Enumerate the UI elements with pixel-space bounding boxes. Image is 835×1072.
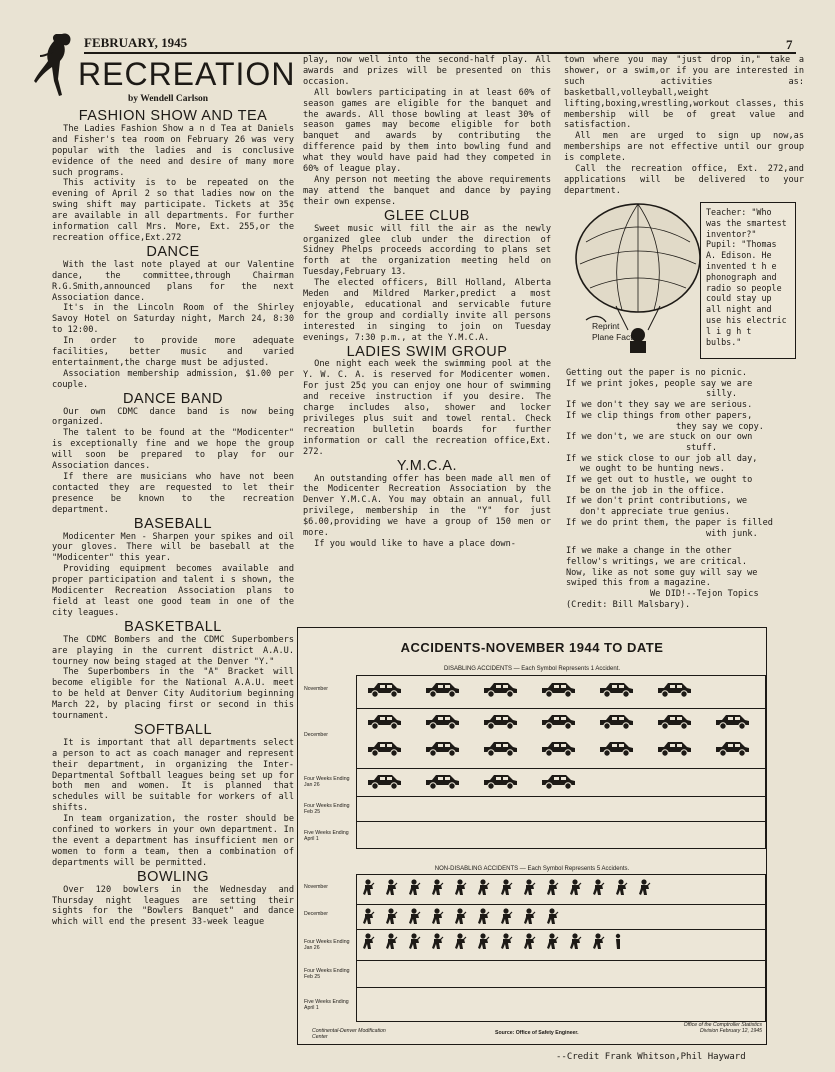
car-icon — [654, 739, 694, 757]
poem-line: don't appreciate true genius. — [580, 507, 731, 518]
car-icon — [364, 739, 404, 757]
paragraph: Our own CDMC dance band is now being organized. — [52, 406, 294, 428]
heading-basketball: BASKETBALL — [124, 618, 222, 635]
paragraph: Call the recreation office, Ext. 272,and applications will be delivered to your department. — [564, 164, 804, 196]
poem-line: If we don't, we are stuck on our own — [566, 432, 753, 443]
car-icon — [480, 772, 520, 790]
injured-person-icon — [477, 933, 490, 950]
car-icon — [364, 680, 404, 698]
car-icon — [538, 712, 578, 730]
injured-person-icon — [408, 879, 421, 896]
paragraph: Association membership admission, $1.00 per couple. — [52, 368, 294, 390]
poem-line: (Credit: Bill Malsbary). — [566, 599, 691, 610]
paragraph: Modicenter Men - Sharpen your spikes and oil your gloves. There will be baseball at the "Modicenter" this year. — [52, 531, 294, 564]
injured-person-icon — [523, 933, 536, 950]
injured-person-icon — [454, 908, 467, 925]
poem-line: If we stick close to our job all day, — [566, 453, 758, 464]
column-2 — [303, 55, 551, 550]
injured-person-icon — [592, 879, 605, 896]
row-divider — [357, 796, 765, 797]
poem-line: If we do print them, the paper is filled — [566, 517, 773, 528]
paragraph: All men are urged to sign up now,as memberships are not effective until our group is complete. — [564, 131, 804, 164]
heading-baseball: BASEBALL — [133, 515, 213, 532]
heading-ladies-swim-group: LADIES SWIM GROUP — [346, 343, 508, 360]
heading-glee-club: GLEE CLUB — [384, 207, 470, 224]
car-icon — [538, 772, 578, 790]
heading-dance-band: DANCE BAND — [122, 390, 224, 407]
injured-person-icon — [523, 879, 536, 896]
paragraph: The talent to be found at the "Modicenter" is exceptionally fine and we hope the group will soon be prepared to play for our Association dances. — [52, 428, 294, 472]
row-divider — [357, 929, 765, 930]
injured-person-icon — [385, 879, 398, 896]
reprint-line: Reprint — [592, 321, 620, 331]
poem-line: Getting out the paper is no picnic. — [566, 368, 748, 378]
poem-line: with junk. — [706, 528, 758, 539]
injured-person-icon — [546, 908, 559, 925]
car-icon — [422, 680, 462, 698]
page-number: 7 — [786, 37, 793, 52]
injured-person-icon — [454, 933, 467, 950]
reprint-line: Plane Facts — [592, 332, 637, 342]
row-label: November — [304, 883, 328, 890]
column-3 — [564, 55, 804, 197]
joke-text: Teacher: "Who was the smartest inventor?" Pupil: "Thomas A. Edison. He invented t h e phonograph and radio so people could stay up all night and use his electric l i g h t bulbs." — [706, 207, 787, 347]
row-label: December — [304, 910, 328, 917]
heading-softball: SOFTBALL — [133, 721, 213, 738]
header-rule — [84, 52, 796, 54]
car-icon — [712, 712, 752, 730]
credit-line: --Credit Frank Whitson,Phil Hayward — [556, 1052, 746, 1062]
injured-person-icon — [569, 879, 582, 896]
paragraph: town where you may "just drop in," take a shower, or a swim,or if you are interested in such activities as: basketball,volleyball,weight lifting,boxing,wrestling,workout classes, this membership will be of great value and satisfaction. — [564, 55, 804, 131]
poem-line: We DID!--Tejon Topics — [650, 589, 759, 600]
chart-title: ACCIDENTS-NOVEMBER 1944 TO DATE — [400, 640, 664, 655]
car-icon — [538, 680, 578, 698]
poem-line: If we clip things from other papers, — [566, 410, 753, 421]
injured-person-icon — [385, 908, 398, 925]
injured-person-icon — [500, 933, 513, 950]
poem-line: silly. — [706, 389, 738, 400]
car-icon — [422, 772, 462, 790]
injured-person-icon — [408, 933, 421, 950]
car-icon — [364, 712, 404, 730]
car-icon — [654, 680, 694, 698]
injured-person-icon — [362, 879, 375, 896]
poem-line: Now, like as not some guy will say we — [566, 567, 758, 578]
poem-line: fellow's writings, we are critical. — [566, 556, 748, 567]
paragraph: The CDMC Bombers and the CDMC Superbombers are playing in the current district A.A.U. tourney now being staged at the Denver "Y." — [52, 634, 294, 667]
injured-person-icon — [385, 933, 398, 950]
injured-person-icon — [546, 933, 559, 950]
chart-subtitle-disabling: DISABLING ACCIDENTS — Each Symbol Represents 1 Accident. — [443, 666, 621, 672]
injured-person-icon — [477, 879, 490, 896]
car-icon — [480, 712, 520, 730]
row-label: Four Weeks Ending Jan 26 — [304, 938, 350, 951]
paragraph: An outstanding offer has been made all men of the Modicenter Recreation Association by the Denver Y.M.C.A. You may obtain an annual, full privilege, membership in the "Y" for just $6.00,providing we have a group of 150 men or more. — [303, 473, 551, 539]
poem-line: stuff. — [686, 442, 718, 453]
reprint-label — [592, 321, 637, 343]
injured-person-icon — [454, 879, 467, 896]
car-icon — [422, 712, 462, 730]
injured-person-icon — [362, 908, 375, 925]
pinup-figure-icon — [32, 28, 82, 100]
footer-left: Continental-Denver Modification Center — [312, 1028, 386, 1040]
row-label: November — [304, 686, 328, 692]
injured-person-icon — [615, 879, 628, 896]
paragraph: If you would like to have a place down- — [314, 538, 516, 549]
poem-line: If we get out to hustle, we ought to — [566, 475, 753, 486]
injured-person-icon — [362, 933, 375, 950]
car-icon — [480, 680, 520, 698]
injured-person-icon — [500, 879, 513, 896]
paragraph: If there are musicians who have not been contacted they are requested to let their presence be known to the recreation department. — [52, 472, 294, 515]
row-divider — [357, 708, 765, 709]
column-1 — [52, 108, 294, 928]
car-icon — [422, 739, 462, 757]
poem-line: If we don't print contributions, we — [566, 496, 748, 507]
paragraph: Sweet music will fill the air as the newly organized glee club under the direction of Sidney Phelps proceeds according to plans set forth at the organization meeting held on Tuesday,February 13. — [303, 223, 551, 278]
row-label: Four Weeks Ending Feb 25 — [304, 802, 350, 815]
row-divider — [357, 821, 765, 822]
car-icon — [596, 712, 636, 730]
car-icon — [538, 739, 578, 757]
heading-dance: DANCE — [146, 243, 200, 260]
injured-person-icon — [523, 908, 536, 925]
paragraph: This activity is to be repeated on the evening of April 2 so that ladies now on the swing shift may participate. Tickets at 35¢ are available in all departments. For further information call Mrs. More, Ext. 255,or the recreation office,Ext.272 — [52, 178, 294, 243]
joke-box — [700, 202, 796, 359]
paragraph: In team organization, the roster should be confined to workers in your own department. In the event a department has insufficient men or women to form a team, then a combination of departments will be permitted. — [52, 814, 294, 868]
paragraph: The Ladies Fashion Show a n d Tea at Daniels and Fisher's tea room on February 26 was very popular with the ladies and is conclusive evidence of the need and desire of many more such programs. — [52, 123, 294, 178]
footer-right: Office of the Comptroller Statistics Division February 12, 1945 — [683, 1022, 762, 1034]
paragraph: play, now well into the second-half play. All awards and prizes will be presented on this occasion. — [303, 55, 551, 87]
paragraph: One night each week the swimming pool at the Y. W. C. A. is reserved for Modicenter women. For just 25¢ you can enjoy one hour of swimming and receive instruction if you desire. The charge includes also, shower and locker privileges plus suit and towel rental. Check recreation bulletin boards for further information or call the recreation office,Ext. 272. — [303, 359, 551, 457]
issue-date: FEBRUARY, 1945 — [84, 35, 188, 50]
paragraph: The Superbombers in the "A" Bracket will become eligible for the National A.A.U. meet to be held at Denver City Auditorium beginning March 22, by placing first or second in this tournament. — [52, 667, 294, 722]
paragraph: The elected officers, Bill Holland, Alberta Meden and Mildred Marker,predict a most enjoyable, educational and servicable future for the group and cordially invite all persons interested in singing to join on Tuesday evenings, 7:30 p.m., at the Y.M.C.A. — [303, 278, 551, 343]
injured-person-icon — [431, 908, 444, 925]
poem-line: If we make a change in the other — [566, 546, 732, 557]
row-divider — [357, 768, 765, 769]
car-icon — [596, 680, 636, 698]
poem-line: they say we copy. — [676, 421, 764, 432]
paragraph: It's in the Lincoln Room of the Shirley Savoy Hotel on Saturday night, March 24, 8:30 to 12:00. — [52, 303, 294, 336]
injured-person-icon — [431, 879, 444, 896]
injured-person-icon — [546, 879, 559, 896]
byline: by Wendell Carlson — [128, 94, 209, 104]
row-label: Five Weeks Ending April 1 — [304, 999, 349, 1011]
poem-line: If we print jokes, people say we are — [566, 378, 753, 389]
injured-person-icon — [431, 933, 444, 950]
footer-source: Source: Office of Safety Engineer. — [495, 1030, 579, 1036]
half-person-icon — [615, 933, 628, 950]
row-label: Five Weeks Ending April 1 — [304, 829, 349, 842]
row-divider — [357, 987, 765, 988]
injured-person-icon — [592, 933, 605, 950]
disabling-grid — [356, 675, 766, 849]
car-icon — [596, 739, 636, 757]
car-icon — [654, 712, 694, 730]
row-label: Four Weeks Ending Feb 25 — [304, 967, 350, 980]
poem-line: If we don't they say we are serious. — [566, 400, 753, 411]
row-divider — [357, 904, 765, 905]
car-icon — [712, 739, 752, 757]
paragraph: In order to provide more adequate facilities, better music and varied entertainment,the charge must be adjusted. — [52, 336, 294, 368]
paragraph: Over 120 bowlers in the Wednesday and Thursday night leagues are setting their sights for the "Bowlers Banquet" and dance which will end the present 33-week league — [52, 884, 294, 928]
heading-bowling: BOWLING — [137, 868, 209, 885]
heading-fashion-show: FASHION SHOW AND TEA — [78, 108, 268, 124]
paragraph: Providing equipment becomes available and proper participation and talent i s shown, the Modicenter Recreation Association plans to field at least one good team in one of the city leagues. — [52, 564, 294, 618]
paragraph: With the last note played at our Valentine dance, the committee,through Chairman R.G.Smith,announced plans for the next Association dance. — [52, 259, 294, 303]
car-icon — [364, 772, 404, 790]
injured-person-icon — [638, 879, 651, 896]
section-title: RECREATION — [78, 56, 296, 92]
poem-line: be on the job in the office. — [580, 485, 725, 496]
heading-ymca: Y.M.C.A. — [396, 457, 458, 474]
paragraph: All bowlers participating in at least 60% of season games are eligible for the banquet and the awards. All those bowling at least 30% of season games may become eligible for both banquet and awards by contributing the difference paid by them into bowling fund and what they would have paid had they competed in 60% of league play. — [303, 87, 551, 175]
row-divider — [357, 960, 765, 961]
row-label: Four Weeks Ending Jan 26 — [304, 776, 350, 788]
poem-line: swiped this from a magazine. — [566, 578, 711, 589]
car-icon — [480, 739, 520, 757]
injured-person-icon — [500, 908, 513, 925]
poem — [566, 368, 804, 610]
chart-subtitle-non-disabling: NON-DISABLING ACCIDENTS — Each Symbol Represents 5 Accidents. — [434, 866, 630, 872]
paragraph: It is important that all departments select a person to act as coach manager and represent their department, in organizing the Inter-Departmental Softball leagues being set up for both men and women. It is planned that schedules will be suitable for workers of all shifts. — [52, 737, 294, 814]
injured-person-icon — [569, 933, 582, 950]
row-label: December — [304, 732, 328, 738]
injured-person-icon — [408, 908, 421, 925]
paragraph: Any person not meeting the above requirements may attend the banquet and dance by paying their own expense. — [303, 174, 551, 207]
injured-person-icon — [477, 908, 490, 925]
poem-line: we ought to be hunting news. — [580, 464, 725, 475]
